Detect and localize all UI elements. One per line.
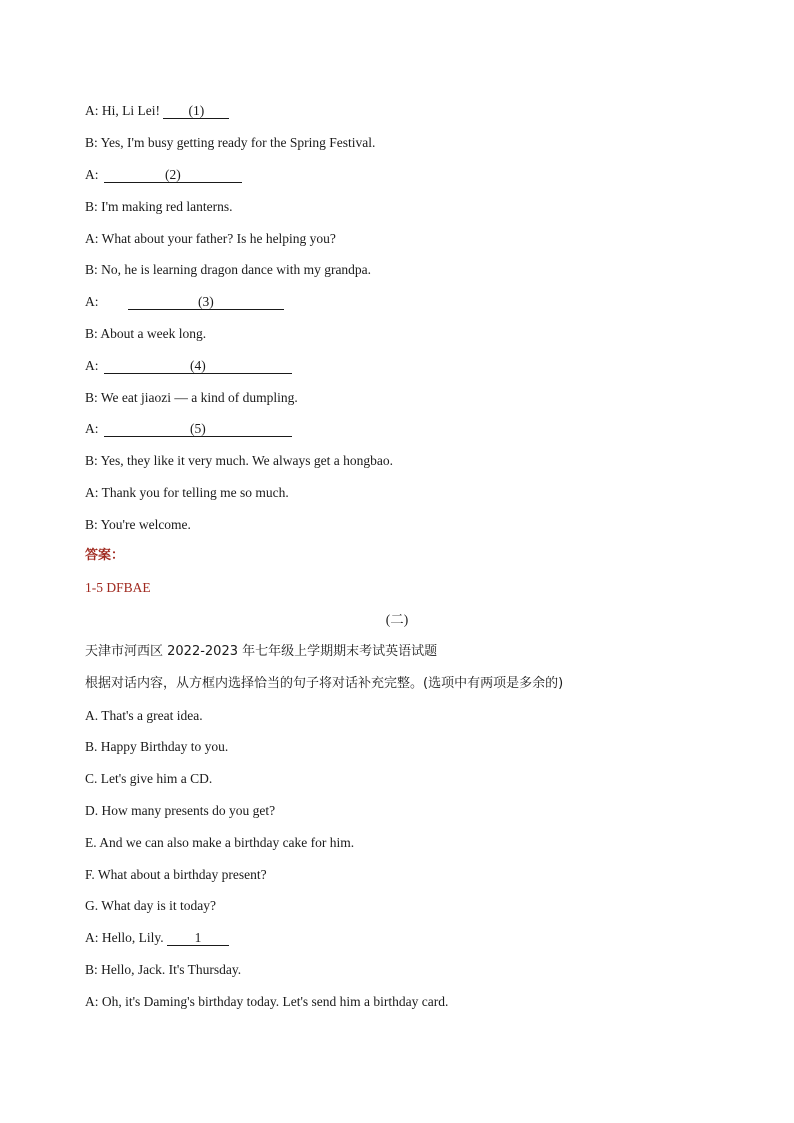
dialogue1-line-8	[85, 326, 206, 342]
dialogue1-line-12	[85, 453, 393, 469]
blank-1: (1)	[163, 104, 229, 119]
dialogue1-line-6	[85, 262, 371, 278]
dialogue1-line-10	[85, 390, 298, 406]
option-f: F. What about a birthday present?	[85, 867, 267, 882]
answer-label: 答案：	[85, 548, 125, 563]
dialogue1-line-3-text: A:	[85, 167, 102, 182]
dialogue1-line-11	[85, 421, 292, 437]
dialogue1-line-5-text: A: What about your father? Is he helping you?	[85, 231, 336, 246]
blank-2: (2)	[104, 168, 242, 183]
blank-4: (4)	[104, 359, 292, 374]
dialogue1-line-1	[85, 103, 229, 119]
section-instruction: 根据对话内容，从方框内选择恰当的句子将对话补充完整。(选项中有两项是多余的)	[85, 676, 564, 691]
dialogue1-line-6-text: B: No, he is learning dragon dance with my grandpa.	[85, 262, 372, 277]
dialogue1-line-7	[85, 294, 284, 310]
dialogue1-line-12-text: B: Yes, they like it very much. We always get a hongbao.	[85, 453, 393, 468]
dialogue2-line-3	[85, 994, 448, 1010]
dialogue2-line-2-text: B: Hello, Jack. It's Thursday.	[85, 962, 242, 977]
dialogue1-line-4-text: B: I'm making red lanterns.	[85, 199, 233, 214]
dialogue1-line-8-text: B: About a week long.	[85, 326, 207, 341]
dialogue2-line-1-text: A: Hello, Lily.	[85, 930, 167, 945]
dialogue1-line-13	[85, 485, 289, 501]
option-g: G. What day is it today?	[85, 898, 216, 913]
dialogue1-line-9	[85, 358, 292, 374]
option-d: D. How many presents do you get?	[85, 803, 276, 818]
blank-3: (3)	[128, 295, 284, 310]
answer-value: 1-5 DFBAE	[85, 580, 151, 595]
dialogue1-line-7-text: A:	[85, 294, 102, 309]
section-source: 天津市河西区 2022-2023 年七年级上学期期末考试英语试题	[85, 644, 438, 659]
dialogue1-line-13-text: A: Thank you for telling me so much.	[85, 485, 289, 500]
dialogue1-line-4	[85, 199, 233, 215]
dialogue1-line-5	[85, 231, 336, 247]
option-b: B. Happy Birthday to you.	[85, 739, 229, 754]
dialogue1-line-14-text: B: You're welcome.	[85, 517, 191, 532]
dialogue1-line-14	[85, 517, 191, 533]
dialogue2-line-2	[85, 962, 241, 978]
blank-5: (5)	[104, 422, 292, 437]
dialogue1-line-10-text: B: We eat jiaozi — a kind of dumpling.	[85, 390, 298, 405]
dialogue2-blank-1: 1	[167, 931, 229, 946]
dialogue1-line-3	[85, 167, 242, 183]
section-number: (二)	[385, 612, 409, 627]
dialogue1-line-2	[85, 135, 375, 151]
option-a: A. That's a great idea.	[85, 708, 203, 723]
dialogue2-line-3-text: A: Oh, it's Daming's birthday today. Let's send him a birthday card.	[85, 994, 449, 1009]
dialogue1-line-11-text: A:	[85, 421, 102, 436]
dialogue1-line-2-text: B: Yes, I'm busy getting ready for the Spring Festival.	[85, 135, 376, 150]
dialogue1-line-9-text: A:	[85, 358, 102, 373]
option-c: C. Let's give him a CD.	[85, 771, 213, 786]
dialogue2-line-1	[85, 930, 229, 946]
option-e: E. And we can also make a birthday cake for him.	[85, 835, 355, 850]
dialogue1-line-1-text: A: Hi, Li Lei!	[85, 103, 164, 118]
